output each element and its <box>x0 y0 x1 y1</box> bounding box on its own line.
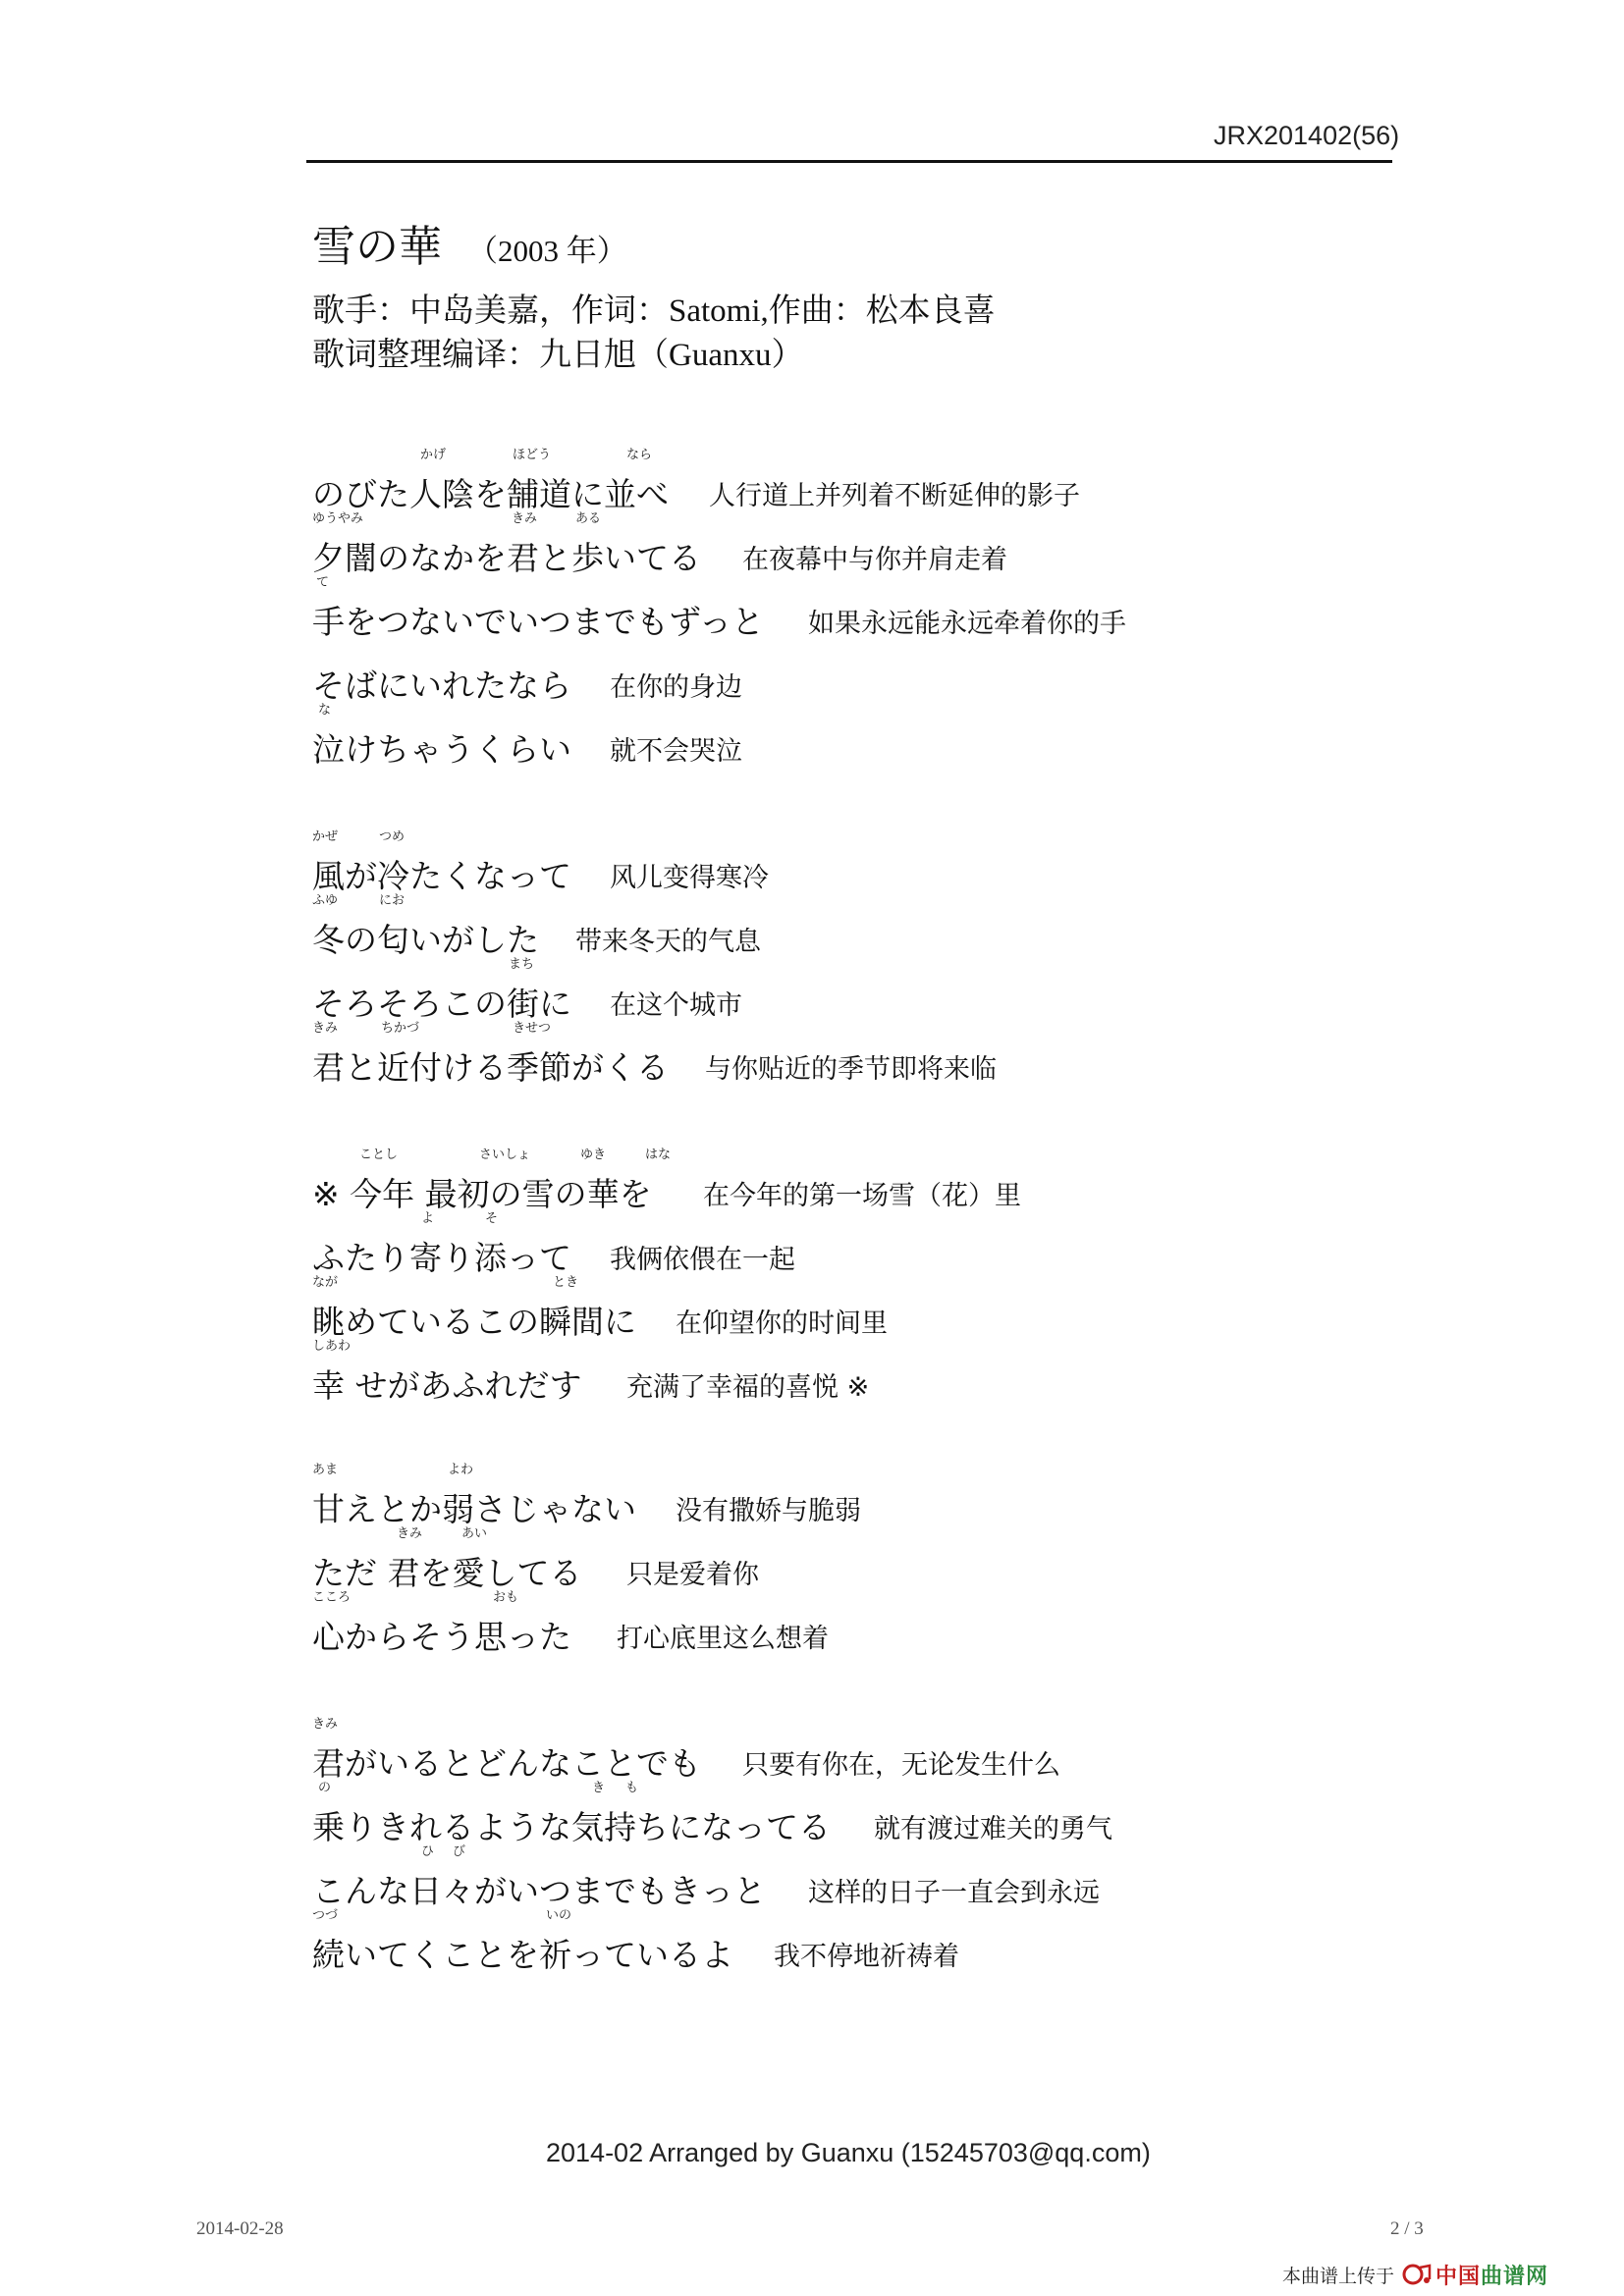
lyric-japanese: 風が冷たくなって <box>312 857 571 895</box>
lyric-japanese: 甘えとか弱さじゃない <box>312 1490 636 1528</box>
lyric-chinese: 风儿变得寒冷 <box>610 863 769 893</box>
lyric-japanese: 続いてくことを祈っているよ <box>312 1936 733 1974</box>
furigana: かぜ <box>312 829 339 844</box>
lyric-japanese: ただ 君を愛してる <box>312 1554 582 1592</box>
song-title <box>312 211 627 274</box>
furigana: な <box>318 703 332 718</box>
furigana: はな <box>645 1148 672 1162</box>
furigana: ひ <box>421 1844 435 1859</box>
furigana: ゆき <box>580 1148 607 1162</box>
lyric-chinese: 在你的身边 <box>610 672 742 703</box>
furigana: ことし <box>359 1148 399 1162</box>
furigana: きみ <box>312 1717 339 1732</box>
lyric-chinese: 在今年的第一场雪（花）里 <box>703 1181 1021 1211</box>
furigana: こころ <box>312 1590 352 1605</box>
lyric-chinese: 如果永远能永远牵着你的手 <box>808 609 1126 639</box>
arranger-credit: 歌词整理编译：九日旭（Guanxu） <box>312 338 804 373</box>
lyric-japanese: そろそろこの街に <box>312 985 571 1023</box>
lyric-chinese: 充满了幸福的喜悦 ※ <box>626 1372 870 1403</box>
furigana: とき <box>553 1275 579 1290</box>
furigana: あま <box>312 1463 339 1477</box>
furigana: つづ <box>312 1908 339 1923</box>
lyric-japanese: 乗りきれるような気持ちになってる <box>312 1808 831 1846</box>
furigana: そ <box>485 1211 499 1226</box>
furigana: ほどう <box>513 448 552 462</box>
furigana: おも <box>493 1590 519 1605</box>
lyric-japanese: そばにいれたなら <box>312 667 571 705</box>
site-logo-text: 中国曲谱网 <box>1435 2264 1549 2289</box>
furigana: かげ <box>420 448 447 462</box>
furigana: まち <box>509 957 535 972</box>
furigana: きみ <box>512 511 538 526</box>
header-divider <box>306 160 1392 163</box>
lyric-chinese: 打心底里这么想着 <box>617 1624 829 1654</box>
furigana: び <box>453 1844 466 1859</box>
watermark-text: 本曲谱上传于 <box>1282 2265 1395 2287</box>
footer-credit: 2014-02 Arranged by Guanxu (15245703@qq.com) <box>546 2138 1151 2167</box>
lyric-chinese: 只要有你在，无论发生什么 <box>742 1750 1060 1781</box>
lyric-japanese: 冬の匂いがした <box>312 921 539 959</box>
lyric-chinese: 我俩依偎在一起 <box>610 1245 795 1275</box>
lyric-japanese: 心からそう思った <box>312 1618 571 1656</box>
song-credits: 歌手：中岛美嘉，作词：Satomi,作曲：松本良喜 <box>312 294 996 329</box>
furigana: よ <box>421 1211 435 1226</box>
furigana: ある <box>575 511 602 526</box>
furigana: なが <box>312 1275 339 1290</box>
furigana: にお <box>379 893 406 908</box>
furigana: つめ <box>379 829 406 844</box>
lyric-chinese: 人行道上并列着不断延伸的影子 <box>709 481 1080 511</box>
furigana: きみ <box>312 1021 339 1036</box>
furigana: も <box>625 1781 639 1795</box>
lyric-japanese: ふたり寄り添って <box>312 1239 571 1277</box>
furigana: て <box>316 575 330 590</box>
lyric-japanese: 幸 せがあふれだす <box>312 1366 582 1405</box>
lyric-japanese: 泣けちゃうくらい <box>312 730 571 769</box>
lyric-chinese: 在仰望你的时间里 <box>676 1308 888 1339</box>
lyric-japanese: 眺めているこの瞬間に <box>312 1303 636 1341</box>
lyric-japanese: 君と近付ける季節がくる <box>312 1048 669 1087</box>
lyric-chinese: 带来冬天的气息 <box>575 927 761 957</box>
lyric-chinese: 与你贴近的季节即将来临 <box>705 1054 997 1085</box>
music-note-logo-icon <box>1402 2264 1432 2285</box>
lyric-chinese: 就有渡过难关的勇气 <box>874 1814 1112 1844</box>
furigana: ゆうやみ <box>312 511 364 526</box>
lyric-japanese: こんな日々がいつまでもきっと <box>312 1872 766 1910</box>
furigana: なら <box>626 448 653 462</box>
furigana: しあわ <box>312 1339 352 1354</box>
lyric-chinese: 没有撒娇与脆弱 <box>676 1496 861 1526</box>
lyric-japanese: 君がいるとどんなことでも <box>312 1744 701 1783</box>
furigana: きせつ <box>513 1021 552 1036</box>
lyric-chinese: 我不停地祈祷着 <box>774 1942 959 1972</box>
footer-date: 2014-02-28 <box>196 2218 284 2239</box>
lyric-japanese: のびた人陰を舗道に並べ <box>312 475 669 513</box>
furigana: ふゆ <box>312 893 339 908</box>
furigana: き <box>592 1781 606 1795</box>
furigana: よわ <box>448 1463 474 1477</box>
lyric-chinese: 在夜幕中与你并肩走着 <box>742 545 1007 575</box>
site-logo <box>1402 2260 1548 2290</box>
lyric-chinese: 只是爱着你 <box>626 1560 759 1590</box>
furigana: の <box>318 1781 332 1795</box>
furigana: さいしょ <box>479 1148 531 1162</box>
page-number: 2 / 3 <box>1390 2218 1424 2239</box>
furigana: あい <box>461 1526 488 1541</box>
furigana: ちかづ <box>381 1021 420 1036</box>
lyric-chinese: 在这个城市 <box>610 990 742 1021</box>
lyric-japanese: 夕闇のなかを君と歩いてる <box>312 539 701 577</box>
document-code: JRX201402(56) <box>1214 121 1400 150</box>
lyric-chinese: 这样的日子一直会到永远 <box>808 1878 1100 1908</box>
song-year: （2003 年） <box>467 234 627 268</box>
site-watermark <box>1282 2260 1548 2289</box>
lyric-japanese: ※ 今年 最初の雪の華を <box>312 1175 652 1213</box>
furigana: きみ <box>397 1526 423 1541</box>
lyric-japanese: 手をつないでいつまでもずっと <box>312 603 765 641</box>
furigana: いの <box>546 1908 572 1923</box>
lyric-chinese: 就不会哭泣 <box>610 736 742 767</box>
song-title-text: 雪の華 <box>312 223 442 271</box>
